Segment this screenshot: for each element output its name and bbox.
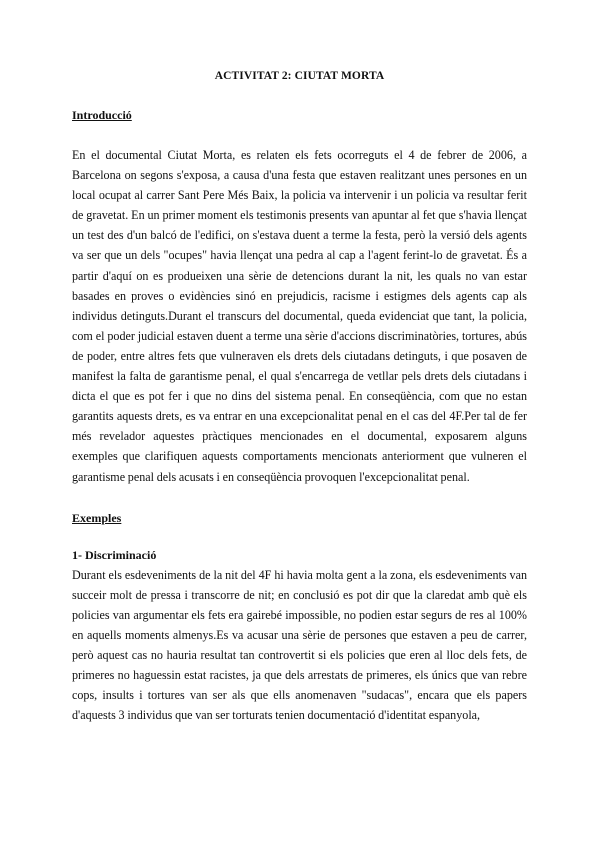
examples-heading: Exemples bbox=[72, 510, 122, 525]
introduction-paragraph: En el documental Ciutat Morta, es relaten els fets ocorreguts el 4 de febrer de 2006, a Barcelona on segons s'exposa, a causa d'una festa que estaven realitzant unes persones en un local ocupat al carrer Sant Pere Més Baix, la policia va intervenir i un policia va resultar ferit de gravetat. En un primer moment els testimonis presents van apuntar al fet que s'havia llençat un test des d'un balcó de l'edifici, on s'estava duent a terme la festa, però la versió dels agents va ser que un dels "ocupes" havia llençat una pedra al cap a l'agent ferint-lo de gravetat. És a partir d'aquí on es produeixen una sèrie de detencions durant la nit, les quals no van estar basades en proves o evidències sinó en prejudicis, racisme i estigmes dels agents cap als individus detinguts.Durant el transcurs del documental, queda evidenciat que tant, la policia, com el poder judicial estaven duent a terme una sèrie d'accions discriminatòries, tortures, abús de poder, entre altres fets que vulneraven els drets dels ciutadans detinguts, i que posaven de manifest la falta de garantisme penal, el qual s'encarrega de vetllar pels drets dels ciutadans i dicta el que es pot fer i que no dins del sistema penal. En conseqüència, com que no estan garantits aquests drets, es va entrar en una excepcionalitat penal en el cas del 4F.Per tal de fer més revelador aquestes pràctiques mencionades en el documental, exposarem alguns exemples que clarifiquen aquests comportaments mencionats anteriorment que vulneren el garantisme penal dels acusats i en conseqüència provoquen l'excepcionalitat penal. bbox=[72, 148, 527, 484]
section-paragraph-discriminacio: Durant els esdeveniments de la nit del 4F hi havia molta gent a la zona, els esdeveniments van succeir molt de pressa i transcorre de nit; en conclusió es pot dir que la claredat amb què els policies van argumentar els fets era gairebé impossible, no podien estar segurs de res al 100% en aquells moments almenys.Es va acusar una sèrie de persones que estaven a peu de carrer, però aquest cas no hauria resultat tan controvertit si els policies que eren al lloc dels fets, de primeres no haguessin estat racistes, ja que dels arrestats de primeres, els únics que van rebre cops, insults i tortures van ser als que ells anomenaven "sudacas", encara que els papers d'aquests 3 individus que van ser torturats tenien documentació d'identitat espanyola, bbox=[72, 567, 527, 723]
document-page bbox=[72, 70, 527, 725]
introduction-heading: Introducció bbox=[72, 108, 132, 122]
section-title-discriminacio: 1- Discriminació bbox=[72, 547, 157, 562]
document-title: ACTIVITAT 2: CIUTAT MORTA bbox=[214, 70, 385, 82]
